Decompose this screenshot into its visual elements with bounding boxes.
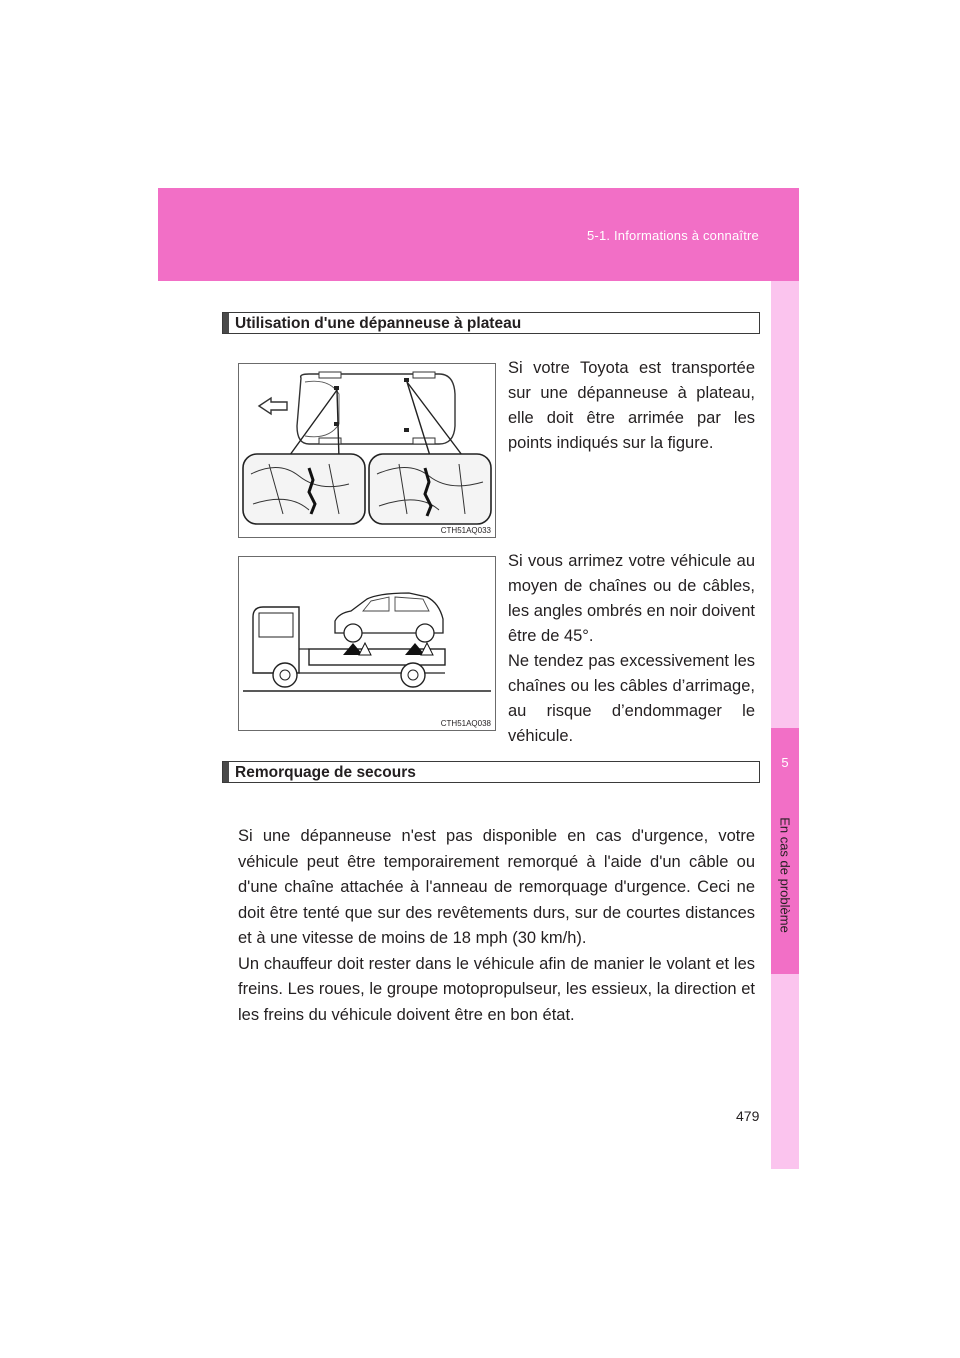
paragraph-flatbed-intro: Si votre Toyota est transportée sur une dépanneuse à plateau, elle doit être arrimée par les points indiqués sur la figure. xyxy=(508,359,755,452)
section-heading-emergency-towing xyxy=(222,761,760,783)
section-heading-text: Utilisation d'une dépanneuse à plateau xyxy=(235,315,522,332)
chapter-number: 5 xyxy=(781,755,789,770)
heading-marker xyxy=(223,762,229,782)
section-heading-flatbed xyxy=(222,312,760,334)
paragraph-tie-down-angle: Si vous arrimez votre véhicule au moyen de chaînes ou de câbles, les angles ombrés en noir doivent être de 45°. xyxy=(508,552,755,645)
figure-flatbed-truck xyxy=(238,556,496,731)
figure-code: CTH51AQ038 xyxy=(440,719,491,728)
chapter-section-title: 5-1. Informations à connaître xyxy=(586,228,759,243)
emergency-towing-body xyxy=(238,824,755,1028)
heading-marker xyxy=(223,313,229,333)
tie-down-illustration xyxy=(239,364,495,537)
paragraph-emergency-towing: Si une dépanneuse n'est pas disponible en cas d'urgence, votre véhicule peut être temporairement remorqué à l'aide d'un câble ou d'une chaîne attachée à l'anneau de remorquage d'urgence. Ceci ne doit être tenté que sur des revêtements durs, sur de courtes distances et à une vitesse de moins de 18 mph (30 km/h). xyxy=(238,827,755,947)
figure-code: CTH51AQ033 xyxy=(440,526,491,535)
side-thumb-tab xyxy=(771,281,799,1169)
chapter-label: En cas de problème xyxy=(777,817,793,933)
paragraph-tension-warning: Ne tendez pas excessivement les chaînes ou les câbles d’arrimage, au risque d’endommager le véhicule. xyxy=(508,652,755,745)
flatbed-truck-illustration xyxy=(239,557,495,730)
paragraph-driver-requirement: Un chauffeur doit rester dans le véhicule afin de manier le volant et les freins. Les roues, le groupe motopropulseur, les essieux, la direction et les freins du véhicule doivent être en bon état. xyxy=(238,954,755,1024)
figure-tie-down-points xyxy=(238,363,496,538)
section-heading-text: Remorquage de secours xyxy=(235,764,416,781)
page-number: 479 xyxy=(736,1108,760,1124)
chapter-header-band xyxy=(158,188,799,281)
